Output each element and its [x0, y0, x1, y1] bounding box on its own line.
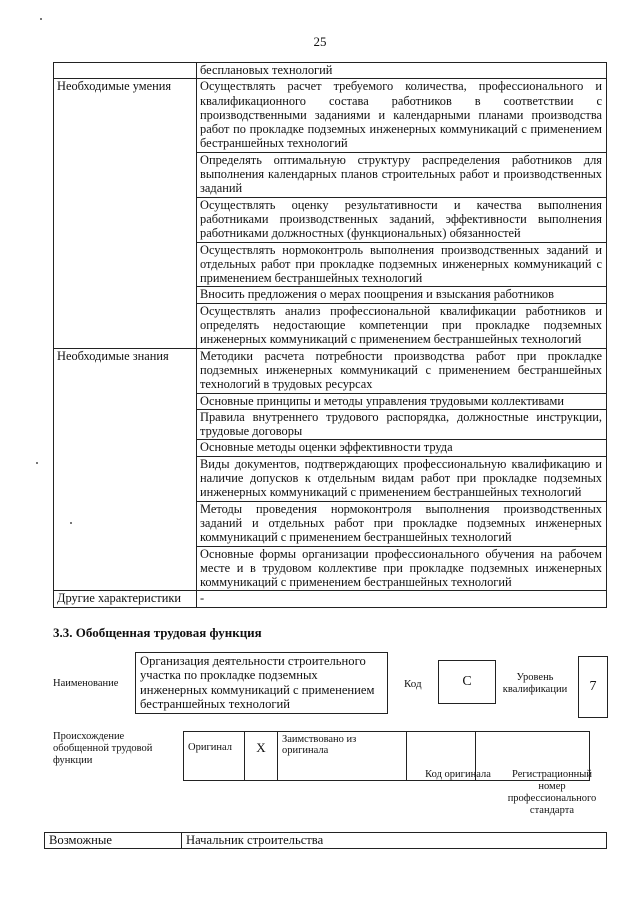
table-row	[54, 79, 607, 152]
code-label: Код	[404, 678, 422, 690]
bottom-table	[44, 832, 607, 849]
table-row	[54, 591, 607, 607]
original-label: Оригинал	[184, 732, 245, 781]
knowledge-item: Правила внутреннего трудового распорядка, должностные инструкции, трудовые договоры	[197, 409, 607, 440]
skill-item: Осуществлять нормоконтроль выполнения производственных заданий и отдельных работ при прокладке подземных инженерных коммуникаций с применением бестраншейных технологий	[197, 242, 607, 287]
scan-dot	[70, 522, 72, 524]
original-code-caption: Код оригинала	[425, 769, 491, 780]
knowledge-label: Необходимые знания	[54, 348, 197, 591]
name-label: Наименование	[53, 678, 119, 689]
knowledge-item: Методы проведения нормоконтроля выполнения производственных заданий и отдельных работ при прокладке подземных инженерных коммуникаций с применением бестраншейных технологий	[197, 501, 607, 546]
skill-item: Осуществлять оценку результативности и качества выполнения работниками производственных заданий, эффективности выполнения работниками должностных (функциональных) обязанностей	[197, 197, 607, 242]
skill-item: Определять оптимальную структуру распределения работников для выполнения календарных планов строительных работ и производственных заданий	[197, 152, 607, 197]
empty-label-cell	[54, 63, 197, 79]
bottom-value: Начальник строительства	[182, 833, 607, 849]
table-row	[45, 833, 607, 849]
bottom-label: Возможные	[45, 833, 182, 849]
scan-dot	[36, 462, 38, 464]
skill-item: Осуществлять расчет требуемого количества, профессионального и квалификационного состава работников в соответствии с производственными заданиями и календарными планами производства работ по прокладке подземных инженерных коммуникаций с применением бестраншейных технологий	[197, 79, 607, 152]
page-number: 25	[313, 34, 327, 49]
other-value: -	[197, 591, 607, 607]
other-label: Другие характеристики	[54, 591, 197, 607]
table-cell: бесплановых технологий	[197, 63, 607, 79]
skill-item: Вносить предложения о мерах поощрения и взыскания работников	[197, 287, 607, 303]
knowledge-item: Основные методы оценки эффективности труда	[197, 440, 607, 456]
knowledge-item: Основные принципы и методы управления трудовыми коллективами	[197, 393, 607, 409]
level-label: Уровень квалификации	[502, 672, 568, 695]
registration-number-caption: Регистрационный номер профессионального стандарта	[507, 769, 597, 816]
knowledge-item: Виды документов, подтверждающих профессиональную квалификацию и наличие допусков к отдельным видам работ при прокладке подземных инженерных коммуникаций с применением бестраншейных технологий	[197, 456, 607, 501]
original-mark: X	[245, 732, 278, 781]
code-value: C	[438, 660, 496, 704]
scan-dot	[40, 18, 42, 20]
requirements-table	[53, 62, 607, 608]
knowledge-item: Методики расчета потребности производства работ при прокладке подземных инженерных коммуникаций с применением бестраншейных технологий в трудовых ресурсах	[197, 348, 607, 393]
table-row	[54, 348, 607, 393]
name-value: Организация деятельности строительного участка по прокладке подземных инженерных коммуникаций с применением бестраншейных технологий	[135, 652, 388, 714]
origin-label: Происхождение обобщенной трудовой функции	[53, 731, 153, 766]
table-row	[54, 63, 607, 79]
skills-label: Необходимые умения	[54, 79, 197, 348]
section-title: 3.3. Обобщенная трудовая функция	[53, 625, 262, 640]
borrowed-label: Заимствовано из оригинала	[278, 732, 407, 781]
level-value: 7	[578, 656, 608, 718]
knowledge-item: Основные формы организации профессионального обучения на рабочем месте и в трудовом коллективе при прокладке подземных инженерных коммуникаций с применением бестраншейных технологий	[197, 546, 607, 591]
skill-item: Осуществлять анализ профессиональной квалификации работников и определять недостающие компетенции при прокладке подземных инженерных коммуникаций с применением бестраншейных технологий	[197, 303, 607, 348]
